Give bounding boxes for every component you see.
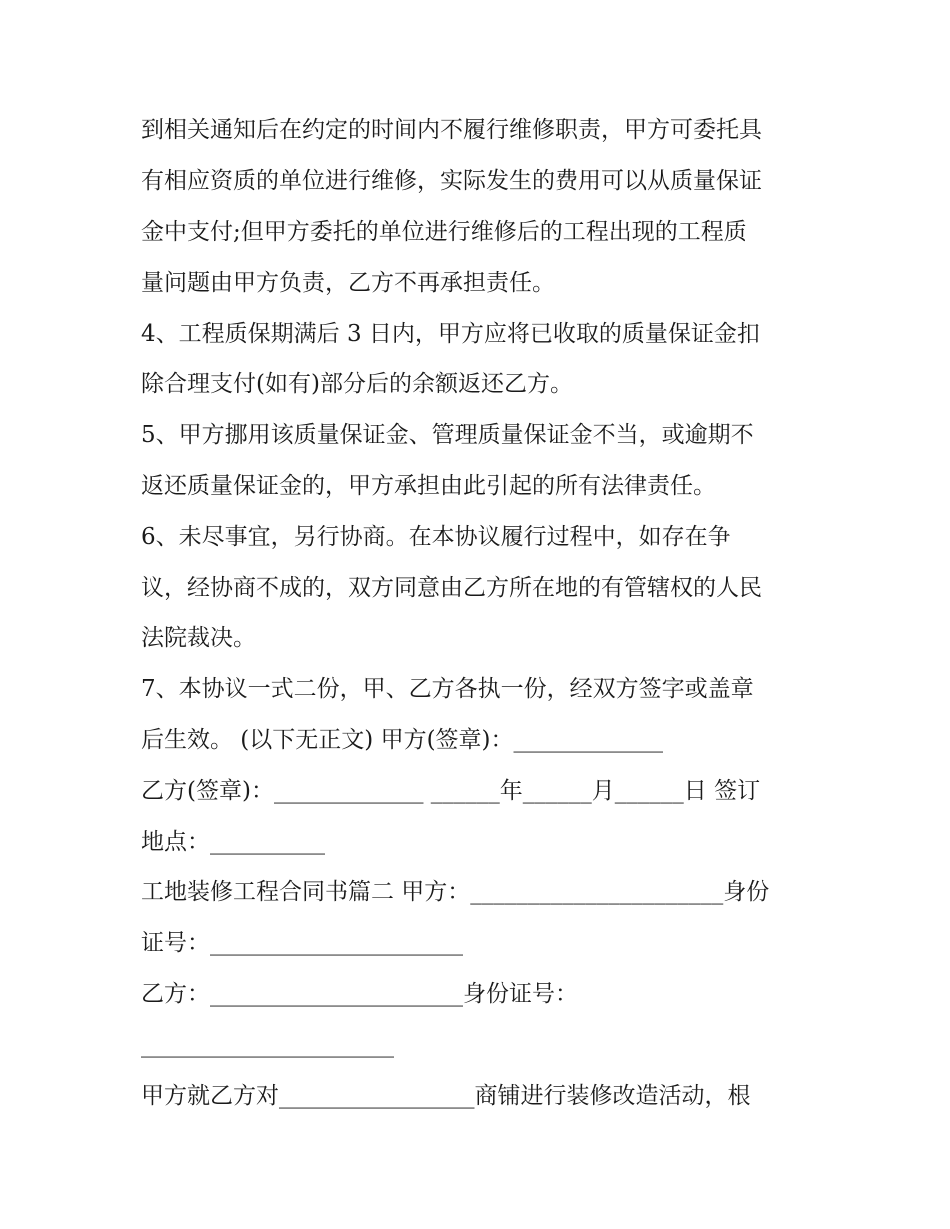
text-line: 议，经协商不成的，双方同意由乙方所在地的有管辖权的人民 — [141, 575, 762, 601]
text-line: 乙方(签章)：_____________ ______年______月______日 签订 — [141, 778, 761, 804]
text-line: 法院裁决。 — [141, 625, 256, 651]
text-line: 证号：______________________ — [141, 930, 463, 956]
text-line: 7、本协议一式二份，甲、乙方各执一份，经双方签字或盖章 — [141, 676, 754, 702]
text-line: 返还质量保证金的，甲方承担由此引起的所有法律责任。 — [141, 473, 716, 499]
text-line: 除合理支付(如有)部分后的余额返还乙方。 — [141, 371, 573, 397]
text-line: 量问题由甲方负责，乙方不再承担责任。 — [141, 270, 555, 296]
text-line: 后生效。 (以下无正文) 甲方(签章)：_____________ — [141, 727, 664, 753]
text-line: 有相应资质的单位进行维修，实际发生的费用可以从质量保证 — [141, 168, 762, 194]
text-line: 地点：__________ — [141, 829, 325, 855]
text-line: 金中支付;但甲方委托的单位进行维修后的工程出现的工程质 — [141, 219, 747, 245]
text-line: 乙方：______________________身份证号： — [141, 981, 578, 1007]
text-line: 甲方就乙方对_________________商铺进行装修改造活动，根 — [141, 1083, 751, 1109]
text-line: ______________________ — [141, 1032, 394, 1058]
text-line: 5、甲方挪用该质量保证金、管理质量保证金不当，或逾期不 — [141, 422, 754, 448]
text-line: 4、工程质保期满后 3 日内，甲方应将已收取的质量保证金扣 — [141, 321, 760, 347]
text-line: 6、未尽事宜，另行协商。在本协议履行过程中，如存在争 — [141, 524, 731, 550]
text-line: 到相关通知后在约定的时间内不履行维修职责，甲方可委托具 — [141, 117, 762, 143]
text-line: 工地装修工程合同书篇二 甲方：______________________身份 — [141, 879, 770, 905]
